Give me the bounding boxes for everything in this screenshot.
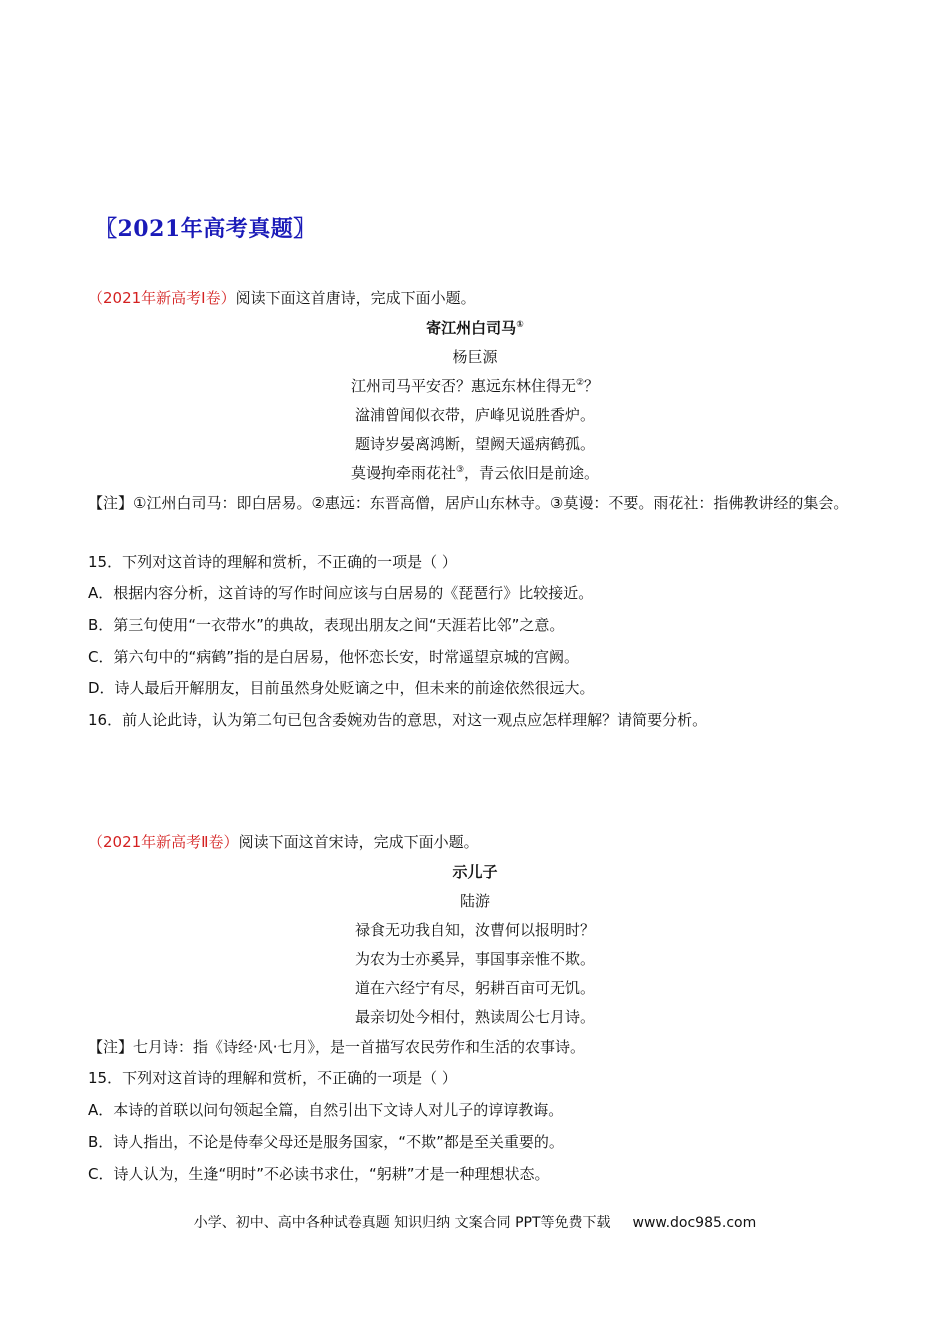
passage1-poem-line	[0, 463, 950, 483]
poem-line-text: 湓浦曾闻似衣带，庐峰见说胜香炉。	[354, 406, 595, 424]
page-footer	[0, 1212, 950, 1232]
poem-line-tail: ，青云依旧是前途。	[464, 464, 600, 482]
passage1-poem-line	[0, 376, 950, 396]
poem-line-text: 江州司马平安否？惠远东林住得无	[350, 377, 576, 395]
passage2-poem-line: 最亲切处今相付，熟读周公七月诗。	[354, 1008, 595, 1026]
passage1-option-a: A．根据内容分析，这首诗的写作时间应该与白居易的《琵琶行》比较接近。	[88, 584, 594, 602]
footnote-mark: ③	[455, 465, 465, 475]
passage2-option-c: C．诗人认为，生逢“明时”不必读书求仕，“躬耕”才是一种理想状态。	[88, 1165, 550, 1183]
passage2-poem-line: 禄食无功我自知，汝曹何以报明时？	[354, 921, 595, 939]
poem-line-tail: ？	[584, 377, 600, 395]
passage1-option-d: D．诗人最后开解朋友，目前虽然身处贬谪之中，但未来的前途依然很远大。	[88, 679, 595, 697]
passage1-intro: 阅读下面这首唐诗，完成下面小题。	[235, 289, 476, 307]
passage2-poem-line: 道在六经宁有尽，躬耕百亩可无饥。	[354, 979, 595, 997]
passage1-question-15: 15．下列对这首诗的理解和赏析，不正确的一项是（ ）	[88, 553, 457, 571]
passage1-poem-title: 寄江州白司马	[426, 319, 517, 337]
poem-line-text: 题诗岁晏离鸿断，望阙天遥病鹤孤。	[354, 435, 595, 453]
section-heading: 〖2021年高考真题〗	[95, 216, 316, 242]
passage1-source: （2021年新高考Ⅰ卷）	[88, 289, 236, 307]
passage2-intro: 阅读下面这首宋诗，完成下面小题。	[238, 833, 479, 851]
passage1-option-b: B．第三句使用“一衣带水”的典故，表现出朋友之间“天涯若比邻”之意。	[88, 616, 565, 634]
passage2-option-a: A．本诗的首联以问句领起全篇，自然引出下文诗人对儿子的谆谆教诲。	[88, 1101, 564, 1119]
footer-url[interactable]: www.doc985.com	[632, 1215, 757, 1231]
passage1-author: 杨巨源	[452, 348, 498, 366]
passage2-note: 【注】七月诗：指《诗经·风·七月》，是一首描写农民劳作和生活的农事诗。	[88, 1038, 586, 1056]
passage2-source: （2021年新高考Ⅱ卷）	[88, 833, 239, 851]
poem-line-text: 莫谩拘牵雨花社	[350, 464, 456, 482]
passage2-option-b: B．诗人指出，不论是侍奉父母还是服务国家，“不欺”都是至关重要的。	[88, 1133, 564, 1151]
footnote-mark: ②	[575, 378, 585, 388]
footer-text: 小学、初中、高中各种试卷真题 知识归纳 文案合同 PPT等免费下载	[193, 1215, 611, 1231]
passage1-poem-title-line	[0, 318, 950, 338]
passage2-intro-line	[88, 832, 479, 852]
passage1-poem-line	[0, 434, 950, 454]
passage1-option-c: C．第六句中的“病鹤”指的是白居易，他怀恋长安，时常遥望京城的宫阙。	[88, 648, 580, 666]
passage2-poem-line: 为农为士亦奚异，事国事亲惟不欺。	[354, 950, 595, 968]
passage1-poem-line	[0, 405, 950, 425]
passage2-author: 陆游	[459, 892, 490, 910]
passage1-question-16: 16．前人论此诗，认为第二句已包含委婉劝告的意思，对这一观点应怎样理解？请简要分析。	[88, 711, 708, 729]
passage1-intro-line	[88, 288, 476, 308]
passage1-note: 【注】①江州白司马：即白居易。②惠远：东晋高僧，居庐山东林寺。③莫谩：不要。雨花社：指佛教讲经的集会。	[88, 494, 849, 512]
passage2-question-15: 15．下列对这首诗的理解和赏析，不正确的一项是（ ）	[88, 1069, 457, 1087]
passage1-title-mark: ①	[516, 320, 524, 330]
passage2-poem-title: 示儿子	[452, 863, 498, 881]
